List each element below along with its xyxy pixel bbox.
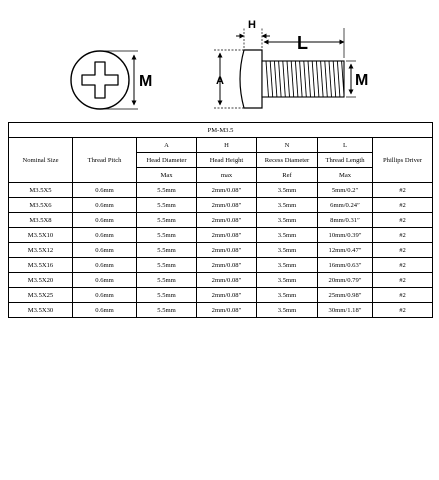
- cell-size: M3.5X5: [9, 183, 73, 198]
- cell-phillips-driver: #2: [373, 303, 433, 318]
- header-recess-diameter: Recess Diameter: [257, 153, 318, 168]
- cell-thread-length: 12mm/0.47″: [318, 243, 373, 258]
- cell-recess-diameter: 3.5mm: [257, 213, 318, 228]
- header-head-diameter: Head Diameter: [137, 153, 197, 168]
- cell-recess-diameter: 3.5mm: [257, 243, 318, 258]
- header-thread-length: Thread Length: [318, 153, 373, 168]
- cell-recess-diameter: 3.5mm: [257, 258, 318, 273]
- cell-thread-length: 8mm/0.31″: [318, 213, 373, 228]
- screw-thread-shank: [262, 61, 344, 97]
- cell-head-diameter: 5.5mm: [137, 258, 197, 273]
- table-row: [9, 288, 433, 303]
- table-row: [9, 258, 433, 273]
- header-head-height: Head Height: [197, 153, 257, 168]
- cell-head-diameter: 5.5mm: [137, 273, 197, 288]
- header-n-sub: Ref: [257, 168, 318, 183]
- table-title: PM-M3.5: [9, 123, 433, 138]
- spec-table: [8, 122, 433, 318]
- table-row: [9, 213, 433, 228]
- cell-size: M3.5X6: [9, 198, 73, 213]
- cell-thread-pitch: 0.6mm: [73, 303, 137, 318]
- cell-recess-diameter: 3.5mm: [257, 183, 318, 198]
- header-letter-row: [9, 138, 433, 153]
- cell-phillips-driver: #2: [373, 273, 433, 288]
- table-row: [9, 273, 433, 288]
- cell-size: M3.5X20: [9, 273, 73, 288]
- cell-thread-pitch: 0.6mm: [73, 273, 137, 288]
- cell-thread-pitch: 0.6mm: [73, 198, 137, 213]
- dim-h-label: H: [248, 19, 256, 31]
- cell-size: M3.5X8: [9, 213, 73, 228]
- cell-phillips-driver: #2: [373, 243, 433, 258]
- cell-recess-diameter: 3.5mm: [257, 198, 318, 213]
- cell-size: M3.5X30: [9, 303, 73, 318]
- cell-phillips-driver: #2: [373, 198, 433, 213]
- table-body: [9, 183, 433, 318]
- header-thread-pitch: Thread Pitch: [73, 138, 137, 183]
- dim-l-label: L: [297, 33, 308, 53]
- cell-head-diameter: 5.5mm: [137, 288, 197, 303]
- cell-thread-pitch: 0.6mm: [73, 213, 137, 228]
- header-n-letter: N: [257, 138, 318, 153]
- cell-head-diameter: 5.5mm: [137, 243, 197, 258]
- cell-thread-pitch: 0.6mm: [73, 183, 137, 198]
- table-row: [9, 243, 433, 258]
- cell-phillips-driver: #2: [373, 228, 433, 243]
- table-row: [9, 198, 433, 213]
- cell-phillips-driver: #2: [373, 213, 433, 228]
- cell-thread-length: 20mm/0.79″: [318, 273, 373, 288]
- screw-diagram: [0, 0, 439, 115]
- cell-head-height: 2mm/0.08″: [197, 273, 257, 288]
- header-phillips-driver: Phillips Driver: [373, 138, 433, 183]
- cell-phillips-driver: #2: [373, 258, 433, 273]
- cell-recess-diameter: 3.5mm: [257, 228, 318, 243]
- table-title-row: [9, 123, 433, 138]
- front-dim-m-label: M: [139, 73, 153, 90]
- cell-head-height: 2mm/0.08″: [197, 258, 257, 273]
- header-nominal-size: Nominal Size: [9, 138, 73, 183]
- screw-front-view: [71, 51, 152, 109]
- table-row: [9, 183, 433, 198]
- cell-thread-pitch: 0.6mm: [73, 258, 137, 273]
- cell-recess-diameter: 3.5mm: [257, 303, 318, 318]
- dim-m-label: M: [355, 72, 369, 89]
- cell-thread-length: 6mm/0.24″: [318, 198, 373, 213]
- header-h-sub: max: [197, 168, 257, 183]
- cell-size: M3.5X12: [9, 243, 73, 258]
- cell-recess-diameter: 3.5mm: [257, 288, 318, 303]
- cell-thread-pitch: 0.6mm: [73, 228, 137, 243]
- cell-recess-diameter: 3.5mm: [257, 273, 318, 288]
- cell-head-height: 2mm/0.08″: [197, 243, 257, 258]
- cell-thread-pitch: 0.6mm: [73, 243, 137, 258]
- cell-thread-length: 30mm/1.18″: [318, 303, 373, 318]
- cell-head-height: 2mm/0.08″: [197, 288, 257, 303]
- cell-thread-length: 10mm/0.39″: [318, 228, 373, 243]
- cell-thread-length: 25mm/0.98″: [318, 288, 373, 303]
- cell-head-diameter: 5.5mm: [137, 303, 197, 318]
- cell-size: M3.5X25: [9, 288, 73, 303]
- dim-a-label: A: [216, 75, 224, 87]
- table-row: [9, 303, 433, 318]
- cell-head-diameter: 5.5mm: [137, 183, 197, 198]
- table-row: [9, 228, 433, 243]
- cell-head-height: 2mm/0.08″: [197, 198, 257, 213]
- header-l-letter: L: [318, 138, 373, 153]
- header-h-letter: H: [197, 138, 257, 153]
- cell-head-diameter: 5.5mm: [137, 228, 197, 243]
- cell-thread-length: 16mm/0.63″: [318, 258, 373, 273]
- cell-head-diameter: 5.5mm: [137, 213, 197, 228]
- cell-head-height: 2mm/0.08″: [197, 213, 257, 228]
- cell-phillips-driver: #2: [373, 183, 433, 198]
- cell-head-height: 2mm/0.08″: [197, 183, 257, 198]
- header-l-sub: Max: [318, 168, 373, 183]
- cell-head-diameter: 5.5mm: [137, 198, 197, 213]
- cell-head-height: 2mm/0.08″: [197, 228, 257, 243]
- cell-size: M3.5X10: [9, 228, 73, 243]
- screw-side-view: [214, 19, 368, 108]
- cell-phillips-driver: #2: [373, 288, 433, 303]
- header-a-sub: Max: [137, 168, 197, 183]
- cell-head-height: 2mm/0.08″: [197, 303, 257, 318]
- cell-thread-pitch: 0.6mm: [73, 288, 137, 303]
- header-a-letter: A: [137, 138, 197, 153]
- cell-size: M3.5X16: [9, 258, 73, 273]
- cell-thread-length: 5mm/0.2″: [318, 183, 373, 198]
